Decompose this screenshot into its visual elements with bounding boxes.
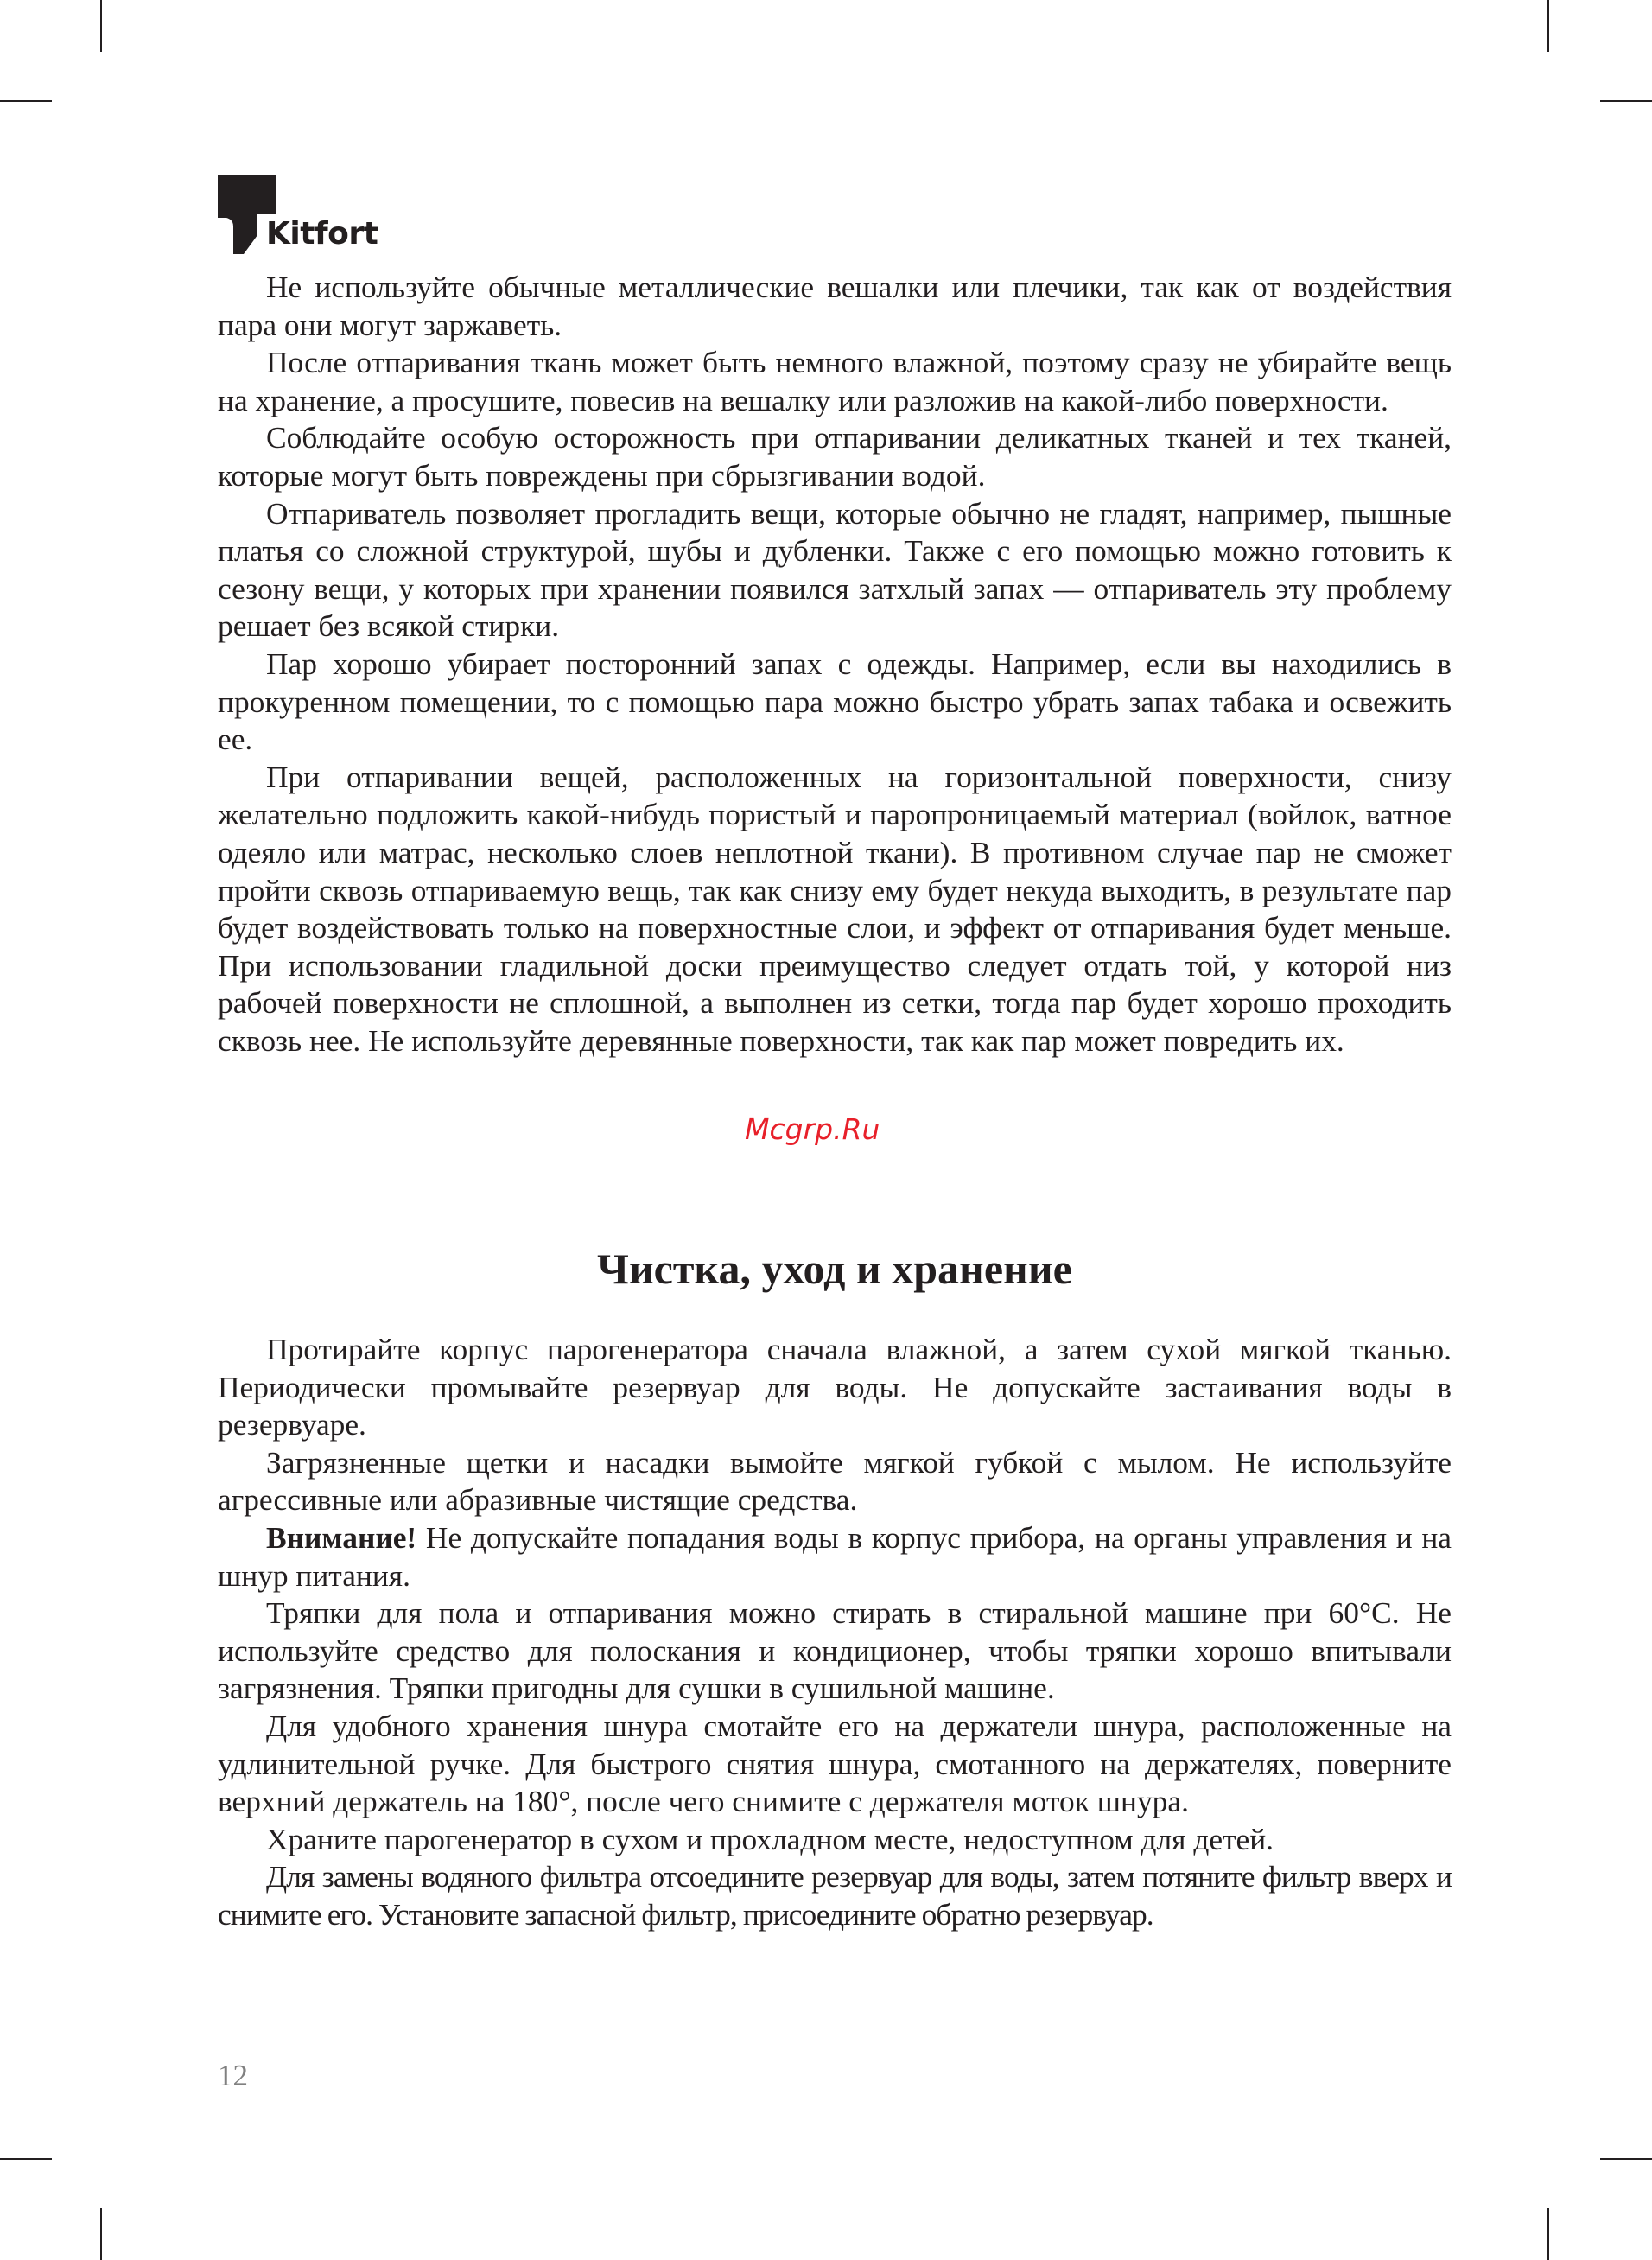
paragraph-text: Для замены водяного фильтра отсоедините резервуар для воды, затем потяните фильтр вверх и снимите его. Установите запасной фильтр, присоедините обратно резервуар. (218, 1859, 1452, 1932)
paragraph (218, 646, 1452, 759)
paragraph-text: Загрязненные щетки и насадки вымойте мягкой губкой с мылом. Не используйте агрессивные или абразивные чистящие средства. (218, 1444, 1452, 1518)
paragraph (218, 1858, 1452, 1933)
crop-mark (1547, 2208, 1549, 2260)
paragraph (218, 1444, 1452, 1519)
body-text-upper (218, 269, 1452, 1060)
crop-mark (100, 2208, 102, 2260)
paragraph-text: Соблюдайте особую осторожность при отпаривании деликатных тканей и тех тканей, которые могут быть повреждены при сбрызгивании водой. (218, 420, 1452, 493)
paragraph (218, 1519, 1452, 1595)
paragraph (218, 419, 1452, 494)
crop-mark (1600, 2158, 1652, 2160)
paragraph (218, 269, 1452, 344)
paragraph (218, 344, 1452, 419)
paragraph-text: Отпариватель позволяет прогладить вещи, которые обычно не гладят, например, пышные платья со сложной структурой, шубы и дубленки. Также с его помощью можно готовить к сезону вещи, у которых при хранении появился затхлый запах — отпариватель эту проблему решает без всякой стирки. (218, 495, 1452, 644)
paragraph-text: Тряпки для пола и отпаривания можно стирать в стиральной машине при 60°C. Не используйте средство для полоскания и кондиционер, чтобы тряпки хорошо впитывали загрязнения. Тряпки пригодны для сушки в сушильной машине. (218, 1595, 1452, 1706)
section-body (218, 1331, 1452, 1934)
paragraph (218, 759, 1452, 1060)
crop-mark (0, 100, 52, 102)
paragraph-text: Пар хорошо убирает посторонний запах с одежды. Например, если вы находились в прокуренном помещении, то с помощью пара можно быстро убрать запах табака и освежить ее. (218, 646, 1452, 757)
crop-mark (1600, 100, 1652, 102)
warning-label: Внимание! (266, 1519, 417, 1555)
crop-mark (100, 0, 102, 52)
paragraph (218, 1821, 1452, 1859)
crop-mark (0, 2158, 52, 2160)
paragraph (218, 1708, 1452, 1821)
paragraph-text: После отпаривания ткань может быть немного влажной, поэтому сразу не убирайте вещь на хранение, а просушите, повесив на вешалку или разложив на какой-либо поверхности. (218, 345, 1452, 417)
brand-name: Kitfort (266, 216, 378, 251)
paragraph (218, 1595, 1452, 1708)
paragraph-text: Не используйте обычные металлические вешалки или плечики, так как от воздействия пара они могут заржаветь. (218, 270, 1452, 342)
paragraph (218, 1331, 1452, 1444)
paragraph-text: Не допускайте попадания воды в корпус прибора, на органы управления и на шнур питания. (218, 1519, 1452, 1593)
paragraph-text: Храните парогенератор в сухом и прохладном месте, недоступном для детей. (266, 1821, 1274, 1856)
paragraph (218, 495, 1452, 646)
section-title: Чистка, уход и хранение (597, 1245, 1072, 1293)
paragraph-text: При отпаривании вещей, расположенных на горизонтальной поверхности, снизу желательно подложить какой-нибудь пористый и паропроницаемый материал (войлок, ватное одеяло или матрас, несколько слоев неплотной ткани). В противном случае пар не сможет пройти сквозь отпариваемую вещь, так как снизу ему будет некуда выходить, в результате пар будет воздействовать только на поверхностные слои, и эффект от отпаривания будет меньше. При использовании гладильной доски преимущество следует отдать той, у которой низ рабочей поверхности не сплошной, а выполнен из сетки, тогда пар будет хорошо проходить сквозь нее. Не используйте деревянные поверхности, так как пар может повредить их. (218, 759, 1452, 1058)
page-number: 12 (218, 2059, 248, 2092)
crop-mark (1547, 0, 1549, 52)
watermark: Mcgrp.Ru (745, 1112, 880, 1146)
brand-logo (218, 175, 408, 261)
paragraph-text: Для удобного хранения шнура смотайте его на держатели шнура, расположенные на удлинительной ручке. Для быстрого снятия шнура, смотанного на держателях, поверните верхний держатель на 180°, после чего снимите с держателя моток шнура. (218, 1708, 1452, 1819)
paragraph-text: Протирайте корпус парогенератора сначала влажной, а затем сухой мягкой тканью. Периодически промывайте резервуар для воды. Не допускайте застаивания воды в резервуаре. (218, 1332, 1452, 1442)
